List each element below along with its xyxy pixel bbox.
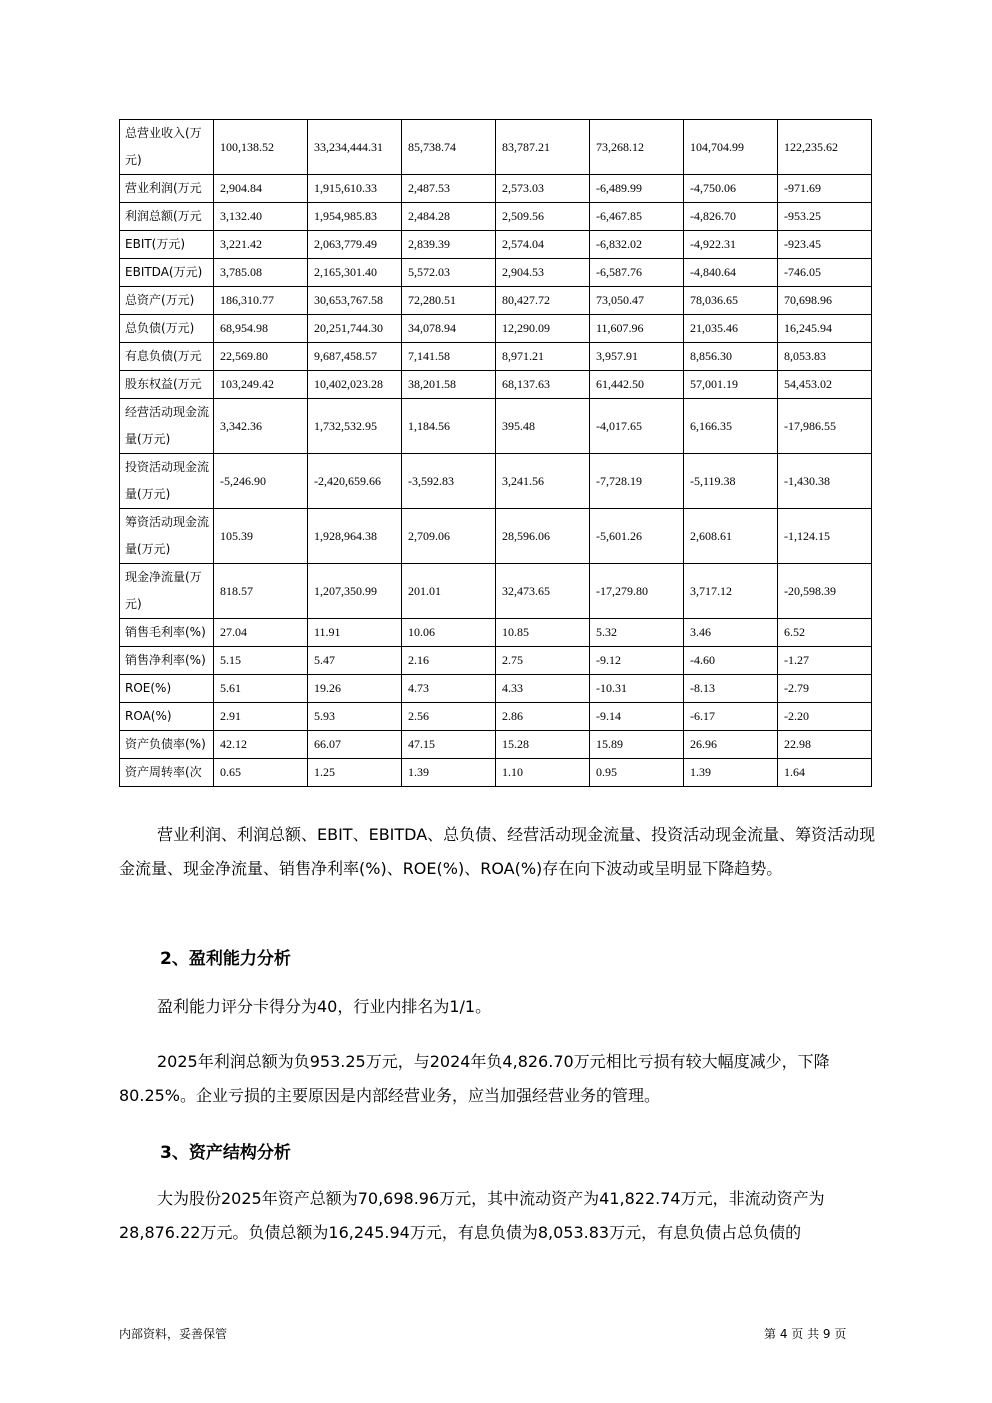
table-cell: 1,915,610.33 (308, 175, 402, 203)
table-cell: 0.65 (214, 759, 308, 787)
table-cell: 2.86 (496, 703, 590, 731)
table-cell: 1,207,350.99 (308, 564, 402, 619)
table-cell: 10.06 (402, 619, 496, 647)
table-cell: 15.28 (496, 731, 590, 759)
table-row (120, 259, 872, 287)
table-cell: 3,342.36 (214, 399, 308, 454)
row-label: 销售毛利率(%) (120, 619, 214, 647)
row-label: 资产负债率(%) (120, 731, 214, 759)
table-cell: 11,607.96 (590, 315, 684, 343)
table-cell: -7,728.19 (590, 454, 684, 509)
table-cell: 3,241.56 (496, 454, 590, 509)
table-cell: 47.15 (402, 731, 496, 759)
table-cell: -4,017.65 (590, 399, 684, 454)
table-cell: 2.56 (402, 703, 496, 731)
table-cell: 186,310.77 (214, 287, 308, 315)
table-row (120, 619, 872, 647)
row-label: 现金净流量(万元) (120, 564, 214, 619)
footer-page-number: 第 4 页 共 9 页 (764, 1327, 847, 1341)
table-cell: 3,132.40 (214, 203, 308, 231)
table-cell: -2,420,659.66 (308, 454, 402, 509)
table-row (120, 175, 872, 203)
row-label: 投资活动现金流量(万元) (120, 454, 214, 509)
table-cell: -5,601.26 (590, 509, 684, 564)
table-cell: 5.15 (214, 647, 308, 675)
table-cell: 72,280.51 (402, 287, 496, 315)
table-cell: 105.39 (214, 509, 308, 564)
table-cell: 2.16 (402, 647, 496, 675)
table-cell: 21,035.46 (684, 315, 778, 343)
table-cell: 2,839.39 (402, 231, 496, 259)
table-cell: 2,487.53 (402, 175, 496, 203)
table-cell: 33,234,444.31 (308, 120, 402, 175)
table-cell: 2,509.56 (496, 203, 590, 231)
table-cell: 1.39 (684, 759, 778, 787)
score-paragraph: 盈利能力评分卡得分为40，行业内排名为1/1。 (157, 997, 492, 1016)
table-cell: 5.47 (308, 647, 402, 675)
table-row (120, 454, 872, 509)
table-cell: 1.39 (402, 759, 496, 787)
table-cell: 3,717.12 (684, 564, 778, 619)
row-label: 销售净利率(%) (120, 647, 214, 675)
table-cell: 83,787.21 (496, 120, 590, 175)
table-cell: 26.96 (684, 731, 778, 759)
trend-paragraph: 营业利润、利润总额、EBIT、EBITDA、总负债、经营活动现金流量、投资活动现金流量、筹资活动现金流量、现金净流量、销售净利率(%)、ROE(%)、ROA(%)存在向下波动或呈明显下降趋势。 (119, 825, 876, 878)
table-cell: 3,957.91 (590, 343, 684, 371)
table-cell: 5.32 (590, 619, 684, 647)
table-cell: 78,036.65 (684, 287, 778, 315)
table-cell: 395.48 (496, 399, 590, 454)
table-cell: 73,050.47 (590, 287, 684, 315)
table-cell: -746.05 (778, 259, 872, 287)
table-cell: 28,596.06 (496, 509, 590, 564)
table-cell: 54,453.02 (778, 371, 872, 399)
table-cell: 3.46 (684, 619, 778, 647)
table-row (120, 120, 872, 175)
row-label: 经营活动现金流量(万元) (120, 399, 214, 454)
row-label: 总资产(万元) (120, 287, 214, 315)
table-cell: -4,922.31 (684, 231, 778, 259)
table-cell: 15.89 (590, 731, 684, 759)
section-heading-asset-structure: 3、资产结构分析 (160, 1143, 291, 1163)
table-cell: 1,184.56 (402, 399, 496, 454)
table-cell: 7,141.58 (402, 343, 496, 371)
table-row (120, 703, 872, 731)
table-row (120, 287, 872, 315)
row-label: 总营业收入(万元) (120, 120, 214, 175)
table-row (120, 509, 872, 564)
table-cell: -971.69 (778, 175, 872, 203)
table-cell: 5,572.03 (402, 259, 496, 287)
table-cell: 8,856.30 (684, 343, 778, 371)
table-cell: -5,246.90 (214, 454, 308, 509)
table-cell: -9.12 (590, 647, 684, 675)
table-row (120, 203, 872, 231)
table-cell: 68,954.98 (214, 315, 308, 343)
table-cell: 4.33 (496, 675, 590, 703)
table-cell: -3,592.83 (402, 454, 496, 509)
table-cell: 66.07 (308, 731, 402, 759)
table-cell: 2,484.28 (402, 203, 496, 231)
table-cell: 6.52 (778, 619, 872, 647)
table-row (120, 343, 872, 371)
table-cell: -6,467.85 (590, 203, 684, 231)
table-cell: 2.75 (496, 647, 590, 675)
table-cell: 1.25 (308, 759, 402, 787)
table-cell: -20,598.39 (778, 564, 872, 619)
financial-table (119, 119, 872, 787)
table-cell: 73,268.12 (590, 120, 684, 175)
table-cell: 10.85 (496, 619, 590, 647)
table-cell: 122,235.62 (778, 120, 872, 175)
table-cell: -953.25 (778, 203, 872, 231)
table-row (120, 399, 872, 454)
table-row (120, 315, 872, 343)
table-cell: 85,738.74 (402, 120, 496, 175)
table-cell: -8.13 (684, 675, 778, 703)
row-label: 营业利润(万元 (120, 175, 214, 203)
table-cell: 32,473.65 (496, 564, 590, 619)
table-cell: 2,063,779.49 (308, 231, 402, 259)
table-row (120, 231, 872, 259)
table-cell: 8,971.21 (496, 343, 590, 371)
table-cell: 38,201.58 (402, 371, 496, 399)
asset-paragraph: 大为股份2025年资产总额为70,698.96万元，其中流动资产为41,822.74万元，非流动资产为28,876.22万元。负债总额为16,245.94万元，有息负债为8,053.83万元，有息负债占总负债的 (119, 1189, 825, 1242)
table-cell: 20,251,744.30 (308, 315, 402, 343)
table-row (120, 731, 872, 759)
row-label: 总负债(万元) (120, 315, 214, 343)
table-cell: 6,166.35 (684, 399, 778, 454)
table-cell: 11.91 (308, 619, 402, 647)
table-cell: 2,574.04 (496, 231, 590, 259)
table-cell: -17,986.55 (778, 399, 872, 454)
table-cell: 9,687,458.57 (308, 343, 402, 371)
row-label: EBITDA(万元) (120, 259, 214, 287)
table-cell: -4,840.64 (684, 259, 778, 287)
table-cell: 16,245.94 (778, 315, 872, 343)
table-cell: 100,138.52 (214, 120, 308, 175)
table-cell: 5.61 (214, 675, 308, 703)
table-cell: 22.98 (778, 731, 872, 759)
table-cell: 818.57 (214, 564, 308, 619)
table-cell: 2,904.84 (214, 175, 308, 203)
table-cell: 2,709.06 (402, 509, 496, 564)
table-cell: 57,001.19 (684, 371, 778, 399)
table-cell: -1,430.38 (778, 454, 872, 509)
table-cell: 104,704.99 (684, 120, 778, 175)
section-heading-profitability: 2、盈利能力分析 (160, 949, 291, 969)
table-cell: -6,587.76 (590, 259, 684, 287)
table-cell: 5.93 (308, 703, 402, 731)
table-cell: -1,124.15 (778, 509, 872, 564)
table-cell: -9.14 (590, 703, 684, 731)
row-label: 有息负债(万元 (120, 343, 214, 371)
table-row (120, 564, 872, 619)
table-cell: 4.73 (402, 675, 496, 703)
table-cell: 2,608.61 (684, 509, 778, 564)
table-cell: 80,427.72 (496, 287, 590, 315)
row-label: 利润总额(万元 (120, 203, 214, 231)
table-row (120, 371, 872, 399)
table-cell: 8,053.83 (778, 343, 872, 371)
table-cell: 27.04 (214, 619, 308, 647)
table-cell: 12,290.09 (496, 315, 590, 343)
table-cell: -2.20 (778, 703, 872, 731)
table-cell: -923.45 (778, 231, 872, 259)
table-cell: -4.60 (684, 647, 778, 675)
table-cell: 2,904.53 (496, 259, 590, 287)
table-cell: 2.91 (214, 703, 308, 731)
table-row (120, 675, 872, 703)
table-cell: 30,653,767.58 (308, 287, 402, 315)
row-label: 资产周转率(次 (120, 759, 214, 787)
table-cell: 2,165,301.40 (308, 259, 402, 287)
table-cell: -1.27 (778, 647, 872, 675)
table-cell: 103,249.42 (214, 371, 308, 399)
table-cell: 70,698.96 (778, 287, 872, 315)
profit-paragraph: 2025年利润总额为负953.25万元，与2024年负4,826.70万元相比亏损有较大幅度减少，下降80.25%。企业亏损的主要原因是内部经营业务，应当加强经营业务的管理。 (119, 1052, 830, 1105)
table-cell: -5,119.38 (684, 454, 778, 509)
footer-confidential-note: 内部资料，妥善保管 (119, 1327, 228, 1341)
row-label: 股东权益(万元 (120, 371, 214, 399)
table-cell: 1.10 (496, 759, 590, 787)
table-cell: -6,832.02 (590, 231, 684, 259)
row-label: ROA(%) (120, 703, 214, 731)
table-cell: 3,221.42 (214, 231, 308, 259)
table-row (120, 759, 872, 787)
table-cell: 3,785.08 (214, 259, 308, 287)
table-cell: 22,569.80 (214, 343, 308, 371)
table-cell: 10,402,023.28 (308, 371, 402, 399)
table-cell: 201.01 (402, 564, 496, 619)
table-row (120, 647, 872, 675)
table-cell: 1,928,964.38 (308, 509, 402, 564)
table-cell: 2,573.03 (496, 175, 590, 203)
table-cell: -10.31 (590, 675, 684, 703)
table-cell: 1,954,985.83 (308, 203, 402, 231)
table-cell: -4,750.06 (684, 175, 778, 203)
table-cell: 1.64 (778, 759, 872, 787)
table-cell: 0.95 (590, 759, 684, 787)
table-cell: 42.12 (214, 731, 308, 759)
table-cell: 61,442.50 (590, 371, 684, 399)
table-cell: 34,078.94 (402, 315, 496, 343)
table-cell: -4,826.70 (684, 203, 778, 231)
table-cell: -17,279.80 (590, 564, 684, 619)
table-cell: 19.26 (308, 675, 402, 703)
table-cell: -6,489.99 (590, 175, 684, 203)
table-cell: 1,732,532.95 (308, 399, 402, 454)
row-label: 筹资活动现金流量(万元) (120, 509, 214, 564)
table-cell: 68,137.63 (496, 371, 590, 399)
table-cell: -2.79 (778, 675, 872, 703)
table-cell: -6.17 (684, 703, 778, 731)
row-label: EBIT(万元) (120, 231, 214, 259)
row-label: ROE(%) (120, 675, 214, 703)
